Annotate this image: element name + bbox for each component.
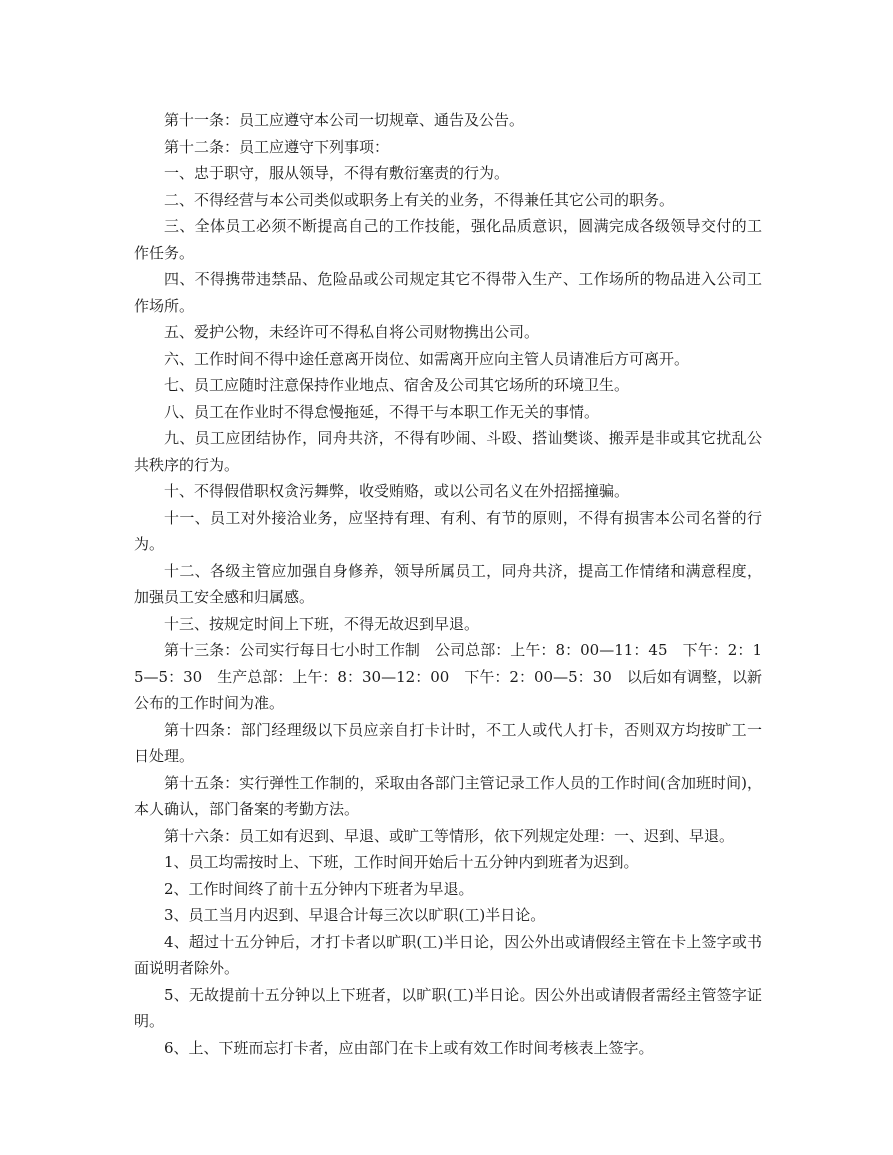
- clause-item-4: 4、超过十五分钟后，才打卡者以旷职(工)半日论，因公外出或请假经主管在卡上签字或书面说明者除外。: [134, 932, 762, 977]
- article-14: 第十四条：部门经理级以下员应亲自打卡计时，不工人或代人打卡，否则双方均按旷工一日处理。: [134, 720, 762, 765]
- article-12-heading: 第十二条：员工应遵守下列事项：: [164, 137, 390, 156]
- article-11: 第十一条：员工应遵守本公司一切规章、通告及公告。: [164, 111, 525, 129]
- document-body: [134, 107, 762, 1061]
- rule-item-11: 十一、员工对外接洽业务，应坚持有理、有利、有节的原则，不得有损害本公司名誉的行为。: [134, 508, 762, 553]
- rule-item-4: 四、不得携带违禁品、危险品或公司规定其它不得带入生产、工作场所的物品进入公司工作场所。: [134, 270, 762, 315]
- clause-item-5: 5、无故提前十五分钟以上下班者，以旷职(工)半日论。因公外出或请假者需经主管签字证明。: [134, 985, 762, 1030]
- clause-item-6: 6、上、下班而忘打卡者，应由部门在卡上或有效工作时间考核表上签字。: [164, 1038, 654, 1057]
- rule-item-3: 三、全体员工必须不断提高自己的工作技能，强化品质意识，圆满完成各级领导交付的工作任务。: [134, 217, 762, 262]
- rule-item-5: 五、爱护公物，未经许可不得私自将公司财物携出公司。: [164, 323, 540, 341]
- rule-item-9: 九、员工应团结协作，同舟共济，不得有吵闹、斗殴、搭讪樊谈、搬弄是非或其它扰乱公共秩序的行为。: [134, 429, 762, 474]
- article-16: 第十六条：员工如有迟到、早退、或旷工等情形，依下列规定处理：一、迟到、早退。: [164, 826, 735, 845]
- clause-item-1: 1、员工均需按时上、下班，工作时间开始后十五分钟内到班者为迟到。: [164, 853, 639, 871]
- rule-item-12: 十二、各级主管应加强自身修养，领导所属员工，同舟共济，提高工作情绪和满意程度，加强员工安全感和归属感。: [134, 561, 762, 606]
- rule-item-13: 十三、按规定时间上下班，不得无故迟到早退。: [164, 614, 480, 633]
- rule-item-7: 七、员工应随时注意保持作业地点、宿舍及公司其它场所的环境卫生。: [164, 376, 630, 394]
- article-13: 第十三条：公司实行每日七小时工作制 公司总部：上午：8：00—11：45 下午：2：15—5：30 生产总部：上午：8：30—12：00 下午：2：00—5：30 以后如有调整，以新公布的工作时间为准。: [134, 641, 762, 712]
- clause-item-3: 3、员工当月内迟到、早退合计每三次以旷职(工)半日论。: [164, 906, 546, 924]
- rule-item-6: 六、工作时间不得中途任意离开岗位、如需离开应向主管人员请准后方可离开。: [164, 349, 690, 368]
- clause-item-2: 2、工作时间终了前十五分钟内下班者为早退。: [164, 879, 474, 898]
- article-15: 第十五条：实行弹性工作制的，采取由各部门主管记录工作人员的工作时间(含加班时间)，本人确认，部门备案的考勤方法。: [134, 773, 762, 818]
- rule-item-10: 十、不得假借职权贪污舞弊，收受贿赂，或以公司名义在外招摇撞骗。: [164, 482, 630, 500]
- rule-item-8: 八、员工在作业时不得怠慢拖延，不得干与本职工作无关的事情。: [164, 402, 600, 421]
- rule-item-2: 二、不得经营与本公司类似或职务上有关的业务，不得兼任其它公司的职务。: [164, 190, 675, 209]
- rule-item-1: 一、忠于职守，服从领导，不得有敷衍塞责的行为。: [164, 164, 510, 182]
